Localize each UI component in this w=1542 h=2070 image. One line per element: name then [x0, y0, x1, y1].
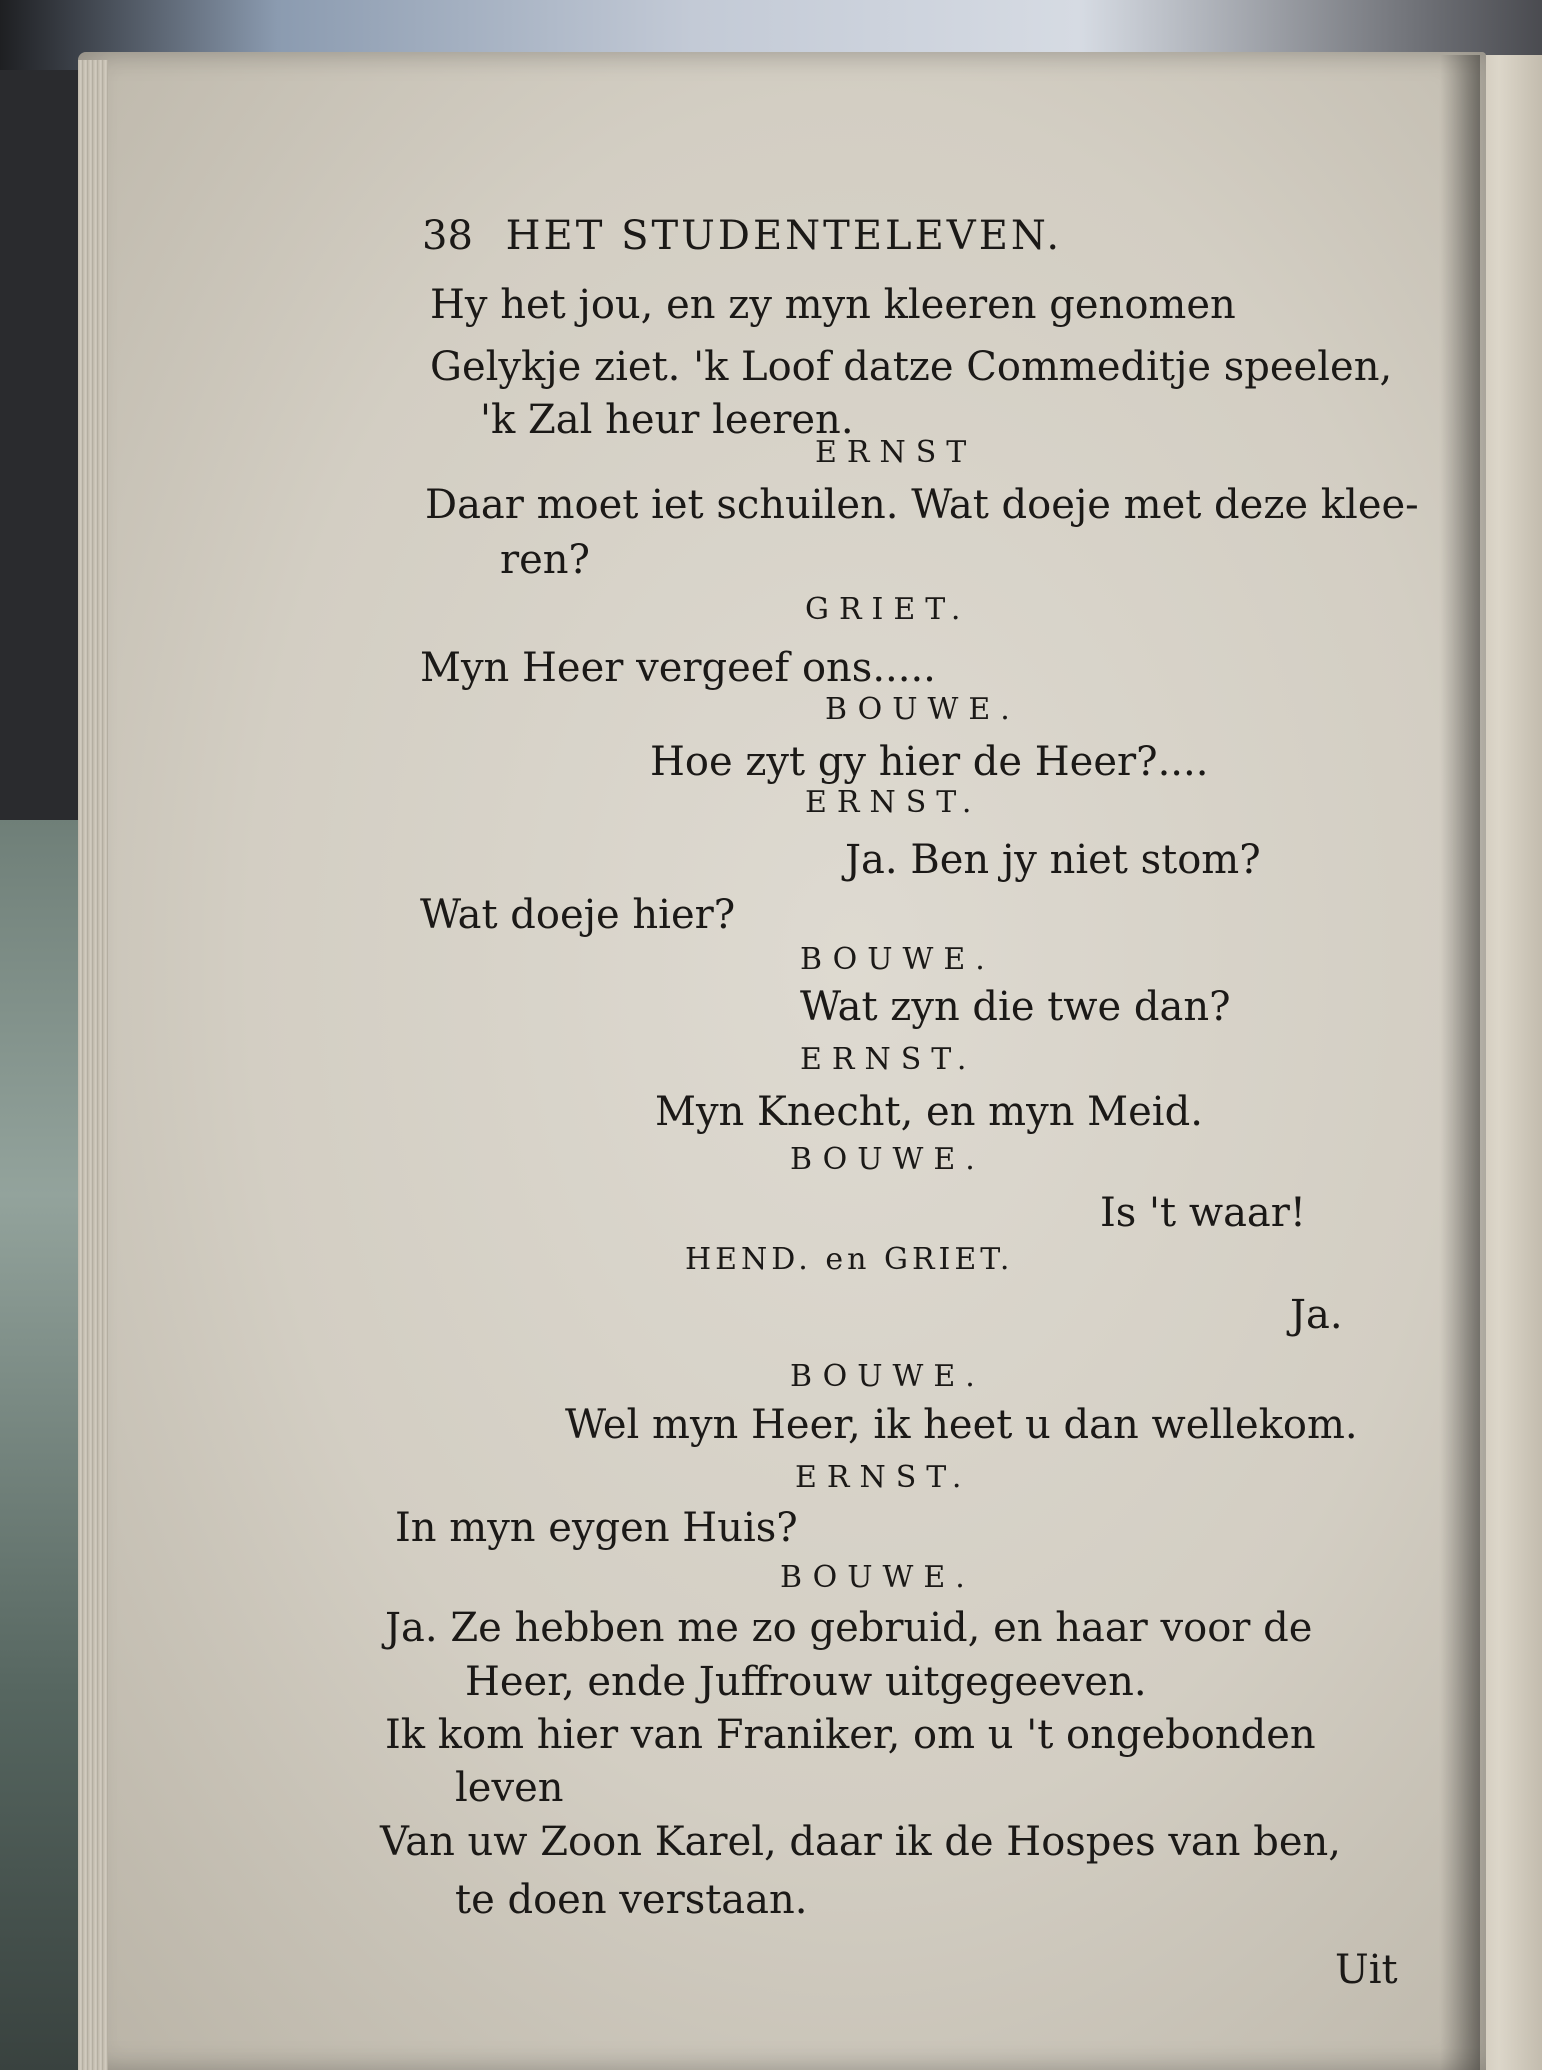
text-line: In myn eygen Huis?	[395, 1505, 798, 1551]
speaker-name: ERNST	[815, 435, 977, 470]
speaker-name: ERNST.	[795, 1460, 972, 1495]
text-line: Wel myn Heer, ik heet u dan wellekom.	[565, 1402, 1358, 1448]
page-edge	[78, 60, 108, 2070]
speaker-name: HEND. en GRIET.	[685, 1242, 1014, 1277]
text-line: Ja. Ben jy niet stom?	[845, 837, 1261, 883]
text-line: Van uw Zoon Karel, daar ik de Hospes van ben,	[380, 1819, 1341, 1865]
text-line: Heer, ende Juffrouw uitgegeeven.	[465, 1659, 1147, 1705]
text-line: Daar moet iet schuilen. Wat doeje met deze klee-	[425, 482, 1419, 528]
text-line: Myn Knecht, en myn Meid.	[655, 1089, 1203, 1135]
text-line: Myn Heer vergeef ons.....	[420, 645, 936, 691]
text-line: Is 't waar!	[1100, 1190, 1306, 1236]
speaker-name: ERNST.	[800, 1042, 977, 1077]
speaker-name: BOUWE.	[825, 692, 1020, 727]
text-line: te doen verstaan.	[455, 1877, 808, 1923]
speaker-name: GRIET.	[805, 592, 971, 627]
speaker-name: BOUWE.	[790, 1359, 985, 1394]
text-line: ren?	[500, 537, 590, 583]
background-object	[0, 820, 85, 2070]
text-line: 'k Zal heur leeren.	[480, 397, 854, 443]
text-line: Ja. Ze hebben me zo gebruid, en haar voor de	[385, 1605, 1313, 1651]
text-line: Gelykje ziet. 'k Loof datze Commeditje speelen,	[430, 344, 1393, 390]
text-line: leven	[455, 1765, 564, 1811]
speaker-name: BOUWE.	[790, 1142, 985, 1177]
speaker-name: BOUWE.	[800, 942, 995, 977]
catchword: Uit	[1335, 1947, 1398, 1993]
running-header	[422, 213, 1062, 259]
text-line: Wat zyn die twe dan?	[800, 984, 1231, 1030]
page-number: 38	[422, 213, 473, 259]
text-line: Ja.	[1290, 1292, 1343, 1338]
text-line: Hy het jou, en zy myn kleeren genomen	[430, 282, 1236, 328]
spine-shadow	[1440, 55, 1480, 2070]
text-line: Hoe zyt gy hier de Heer?....	[650, 739, 1209, 785]
text-line: Ik kom hier van Franiker, om u 't ongebonden	[385, 1712, 1316, 1758]
text-line: Wat doeje hier?	[420, 892, 736, 938]
speaker-name: ERNST.	[805, 785, 982, 820]
speaker-name: BOUWE.	[780, 1560, 975, 1595]
running-title: HET STUDENTELEVEN.	[505, 213, 1063, 259]
